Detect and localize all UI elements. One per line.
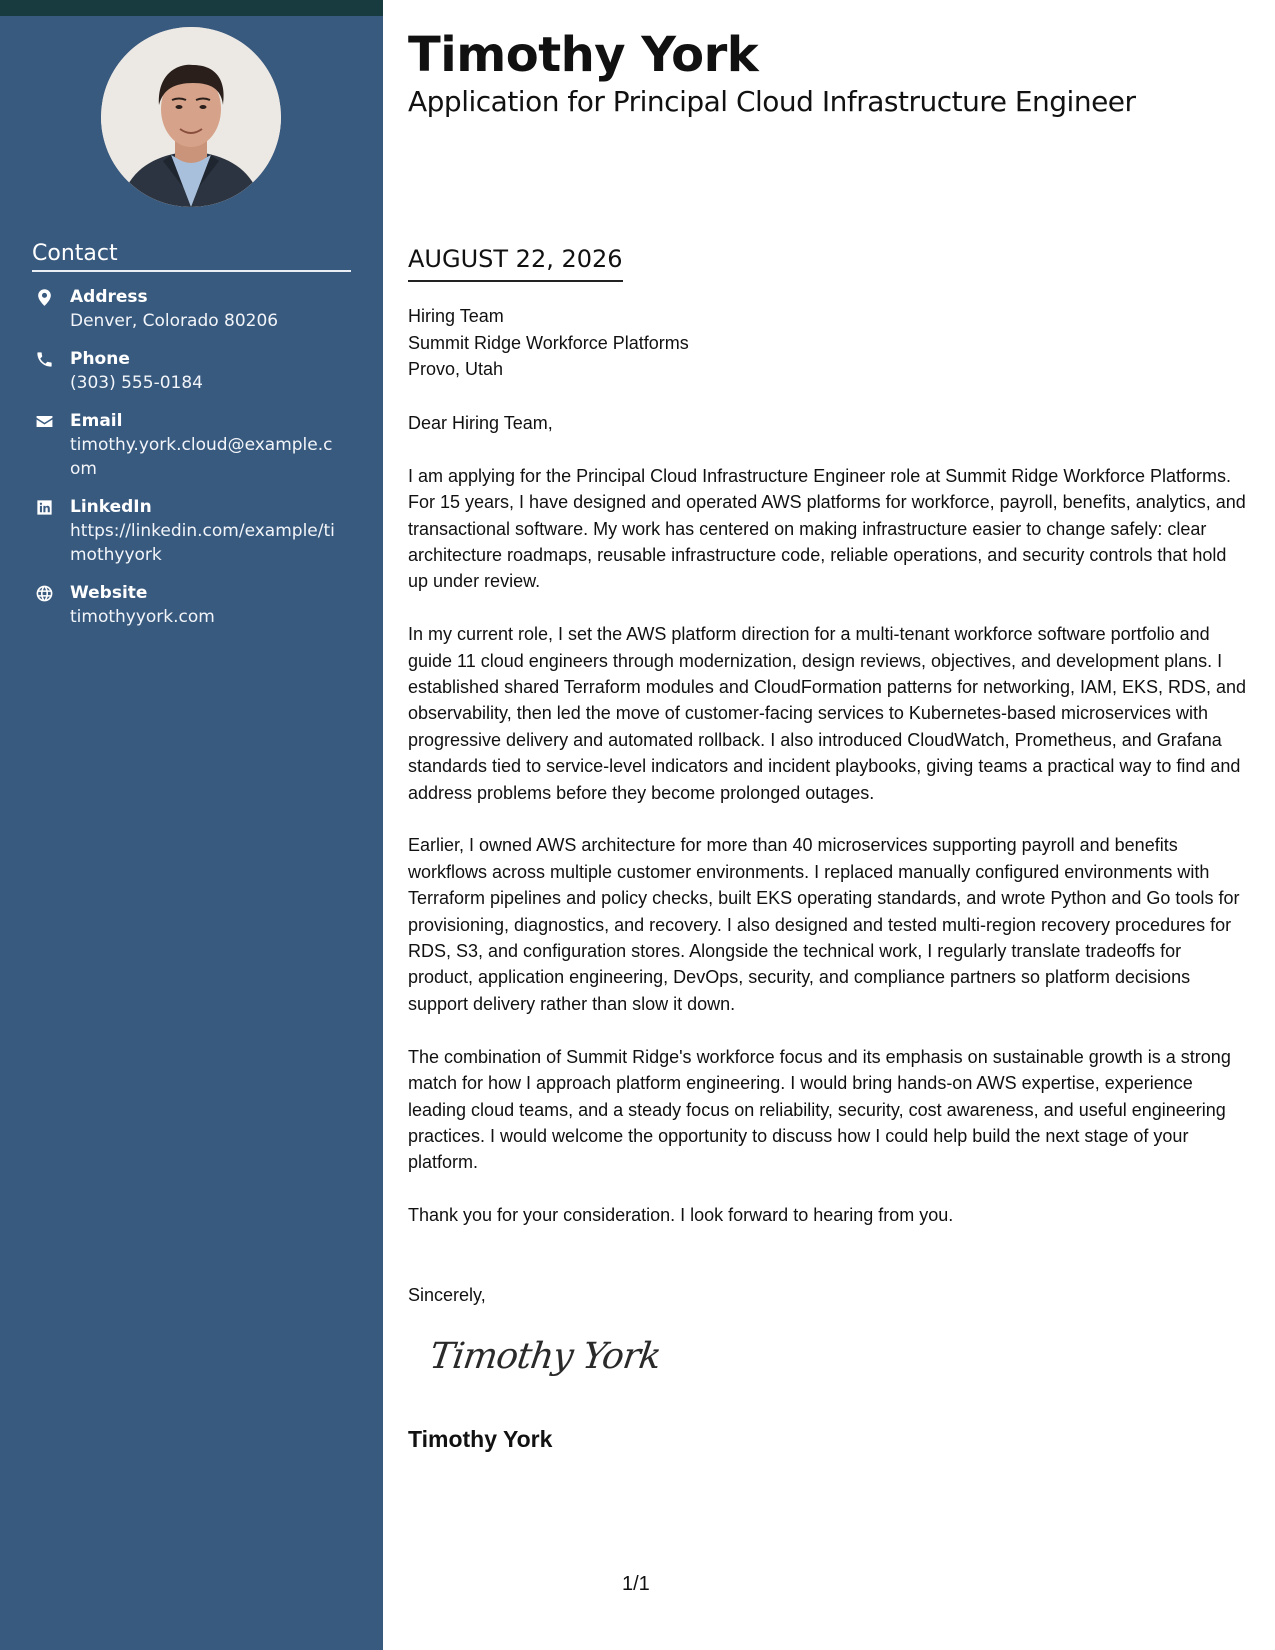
contact-item-linkedin [32,495,352,567]
contact-item-email [32,409,352,481]
letter-paragraph: In my current role, I set the AWS platform direction for a multi-tenant workforce software portfolio and guide 11 cloud engineers through modernization, design reviews, objectives, and development plans. I established shared Terraform modules and CloudFormation patterns for networking, IAM, EKS, RDS, and observability, then led the move of customer-facing services to Kubernetes-based microservices with progressive delivery and automated rollback. I also introduced CloudWatch, Prometheus, and Grafana standards tied to service-level indicators and incident playbooks, giving teams a practical way to find and address problems before they become prolonged outages. [408,624,1247,803]
website-value[interactable]: timothyyork.com [70,607,215,627]
email-value[interactable]: timothy.york.cloud@example.com [70,435,333,479]
contact-item-address [32,285,352,333]
contact-label: Address [70,287,148,307]
avatar [101,27,281,207]
handwritten-signature: Timothy York [427,1336,663,1377]
contact-item-phone [32,347,352,395]
applicant-name: Timothy York [408,27,759,83]
envelope-icon [32,409,70,433]
letter-paragraph: Earlier, I owned AWS architecture for more than 40 microservices supporting payroll and benefits workflows across multiple customer environments. I replaced manually configured environments with Terraform pipelines and policy checks, built EKS operating standards, and wrote Python and Go tools for provisioning, diagnostics, and recovery. I also designed and tested multi-region recovery procedures for RDS, S3, and configuration stores. Alongside the technical work, I regularly translate tradeoffs for product, application engineering, DevOps, security, and compliance partners so platform decisions support delivery rather than slow it down. [408,835,1240,1014]
letter-paragraph: The combination of Summit Ridge's workforce focus and its emphasis on sustainable growth is a strong match for how I approach platform engineering. I would bring hands-on AWS expertise, experience leading cloud teams, and a steady focus on reliability, security, cost awareness, and useful engineering practices. I would welcome the opportunity to discuss how I could help build the next stage of your platform. [408,1046,1231,1173]
phone-value[interactable]: (303) 555-0184 [70,373,203,393]
contact-label: LinkedIn [70,497,152,517]
closing: Sincerely, [408,1285,486,1305]
letter-body [408,410,1250,1255]
recipient-line: Hiring Team [408,306,504,326]
sidebar [0,0,383,1650]
linkedin-value[interactable]: https://linkedin.com/example/timothyyork [70,521,335,565]
contact-label: Website [70,583,148,603]
page-number: 1/1 [622,1573,650,1595]
letter-paragraph: Thank you for your consideration. I look forward to hearing from you. [408,1205,954,1226]
contact-label: Phone [70,349,130,369]
application-subtitle: Application for Principal Cloud Infrastructure Engineer [408,85,1136,118]
salutation: Dear Hiring Team, [408,413,553,433]
letter-paragraph: I am applying for the Principal Cloud Infrastructure Engineer role at Summit Ridge Workforce Platforms. For 15 years, I have designed and operated AWS platforms for workforce, payroll, benefits, analytics, and transactional software. My work has centered on making infrastructure easier to change safely: clear architecture roadmaps, reusable infrastructure code, reliable operations, and security controls that hold up under review. [408,465,1246,592]
recipient-line: Provo, Utah [408,359,504,379]
recipient-block [408,303,689,383]
address-value: Denver, Colorado 80206 [70,311,279,331]
globe-icon [32,581,70,605]
contact-item-website [32,581,352,629]
sidebar-top-bar [0,0,383,16]
recipient-line: Summit Ridge Workforce Platforms [408,332,689,353]
signed-name: Timothy York [408,1426,553,1452]
location-pin-icon [32,285,70,309]
letter-date: AUGUST 22, 2026 [408,244,623,282]
contact-list [32,285,352,643]
phone-icon [32,347,70,371]
contact-heading: Contact [32,241,351,272]
linkedin-icon [32,495,70,519]
contact-label: Email [70,411,123,431]
